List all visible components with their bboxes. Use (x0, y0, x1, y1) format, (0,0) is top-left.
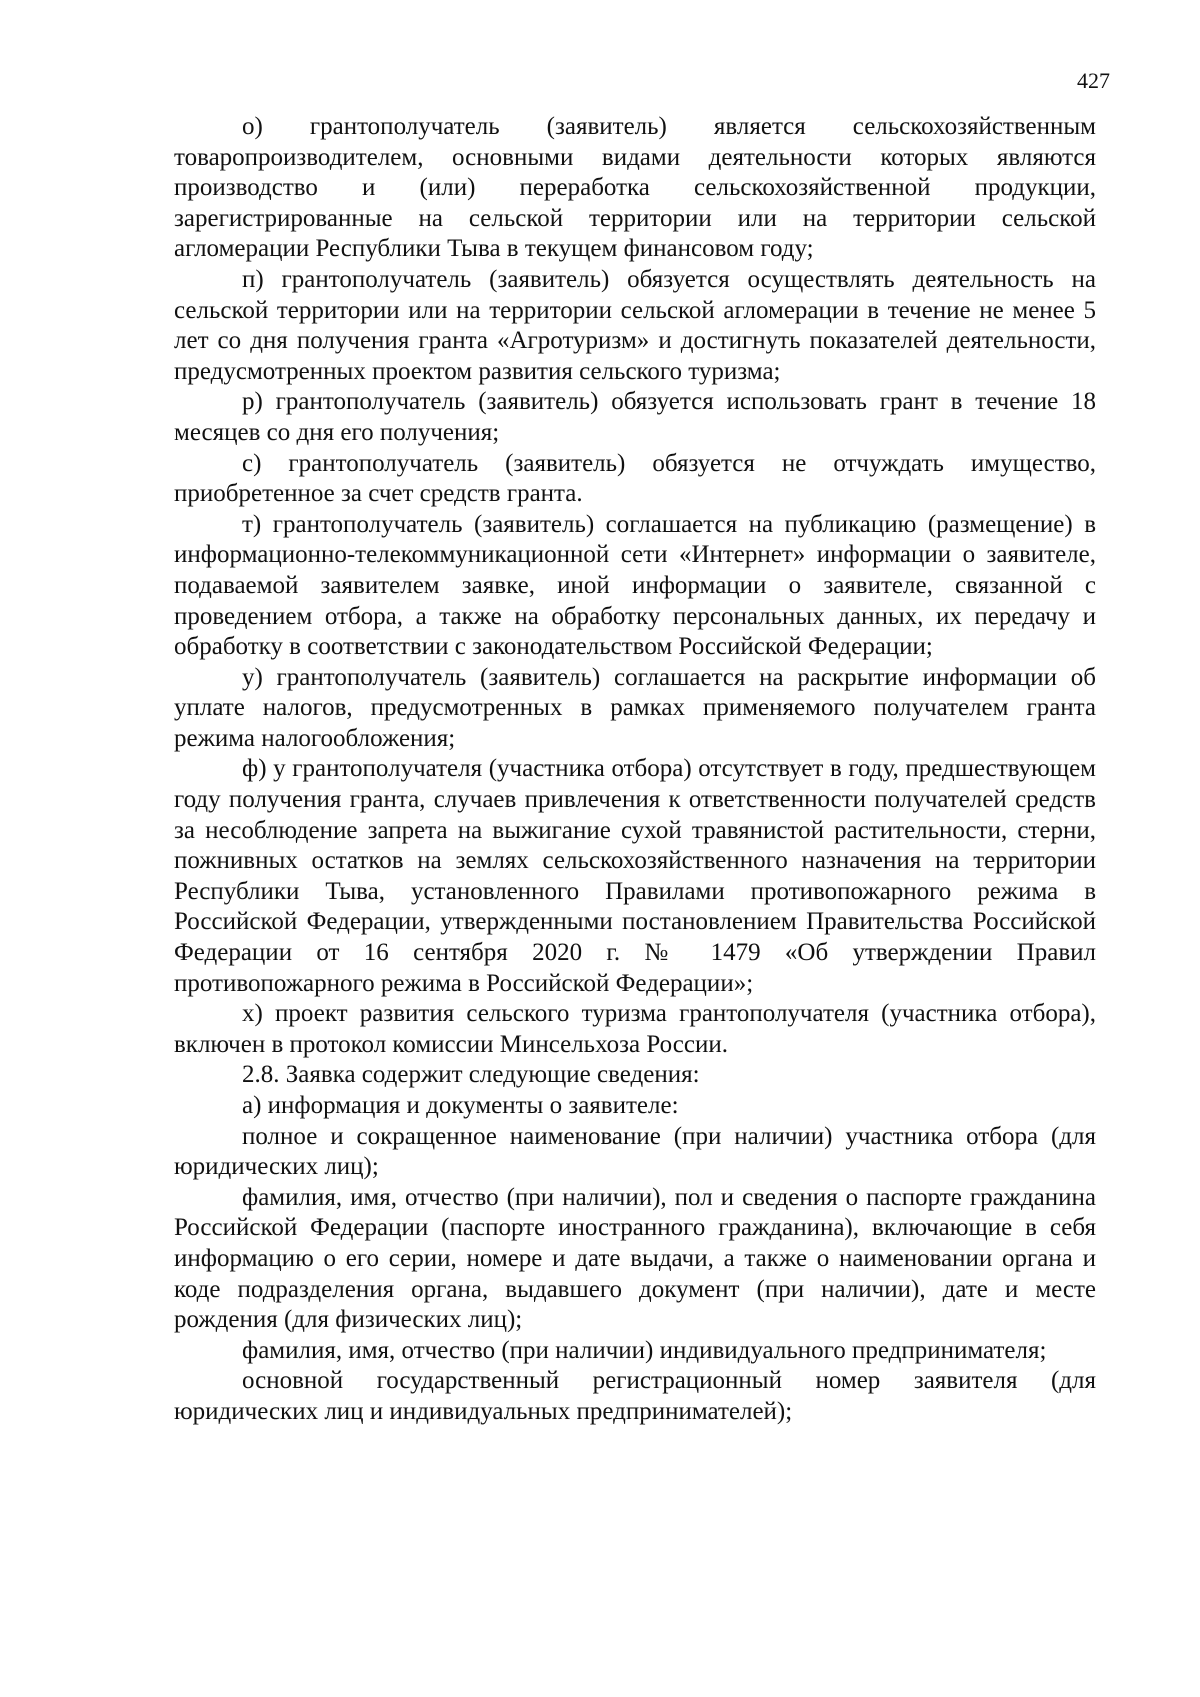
paragraph-passport: фамилия, имя, отчество (при наличии), пол и сведения о паспорте гражданина Российской Федерации (паспорте иностранного гражданина), включающие в себя информацию о его серии, номере и дате выдачи, а также о наименовании органа и коде подразделения органа, выдавшего документ (при наличии), дате и месте рождения (для физических лиц); (174, 1183, 1096, 1334)
paragraph-2-8: 2.8. Заявка содержит следующие сведения: (242, 1061, 700, 1089)
paragraph-r: р) грантополучатель (заявитель) обязуется использовать грант в течение 18 месяцев со дня его получения; (174, 388, 1096, 446)
paragraph-p: п) грантополучатель (заявитель) обязуется осуществлять деятельность на сельской территории или на территории сельской агломерации в течение не менее 5 лет со дня получения гранта «Агротуризм» и достигнуть показателей деятельности, предусмотренных проектом развития сельского туризма; (174, 265, 1096, 385)
paragraph-s: с) грантополучатель (заявитель) обязуется не отчуждать имущество, приобретенное за счет средств гранта. (174, 449, 1096, 508)
paragraph-ogrn: основной государственный регистрационный номер заявителя (для юридических лиц и индивидуальных предпринимателей); (174, 1367, 1096, 1425)
page-number: 427 (1077, 68, 1110, 93)
paragraph-org-name: полное и сокращенное наименование (при наличии) участника отбора (для юридических лиц); (174, 1122, 1096, 1181)
paragraph-a: а) информация и документы о заявителе: (242, 1092, 679, 1119)
paragraph-u: у) грантополучатель (заявитель) соглашается на раскрытие информации об уплате налогов, предусмотренных в рамках применяемого получателем гранта режима налогообложения; (174, 663, 1096, 752)
paragraph-f: ф) у грантополучателя (участника отбора) отсутствует в году, предшествующем году получения гранта, случаев привлечения к ответственности получателей средств за несоблюдение запрета на выжигание сухой травянистой растительности, стерни, пожнивных остатков на землях сельскохозяйственного назначения на территории Республики Тыва, установленного Правилами противопожарного режима в Российской Федерации, утвержденными постановлением Правительства Российской Федерации от 16 сентября 2020 г. № 1479 «Об утверждении Правил противопожарного режима в Российской Федерации»; (174, 755, 1096, 997)
paragraph-kh: х) проект развития сельского туризма грантополучателя (участника отбора), включен в протокол комиссии Минсельхоза России. (174, 1000, 1096, 1058)
document-body (174, 112, 1096, 1428)
paragraph-t: т) грантополучатель (заявитель) соглашается на публикацию (размещение) в информационно-телекоммуникационной сети «Интернет» информации о заявителе, подаваемой заявителем заявке, иной информации о заявителе, связанной с проведением отбора, а также на обработку персональных данных, их передачу и обработку в соответствии с законодательством Российской Федерации; (174, 510, 1096, 661)
paragraph-entrepreneur-name: фамилия, имя, отчество (при наличии) индивидуального предпринимателя; (242, 1336, 1047, 1364)
paragraph-o: о) грантополучатель (заявитель) является сельскохозяйственным товаропроизводителем, основными видами деятельности которых являются производство и (или) переработка сельскохозяйственной продукции, зарегистрированные на сельской территории или на территории сельской агломерации Республики Тыва в текущем финансовом году; (174, 113, 1096, 263)
